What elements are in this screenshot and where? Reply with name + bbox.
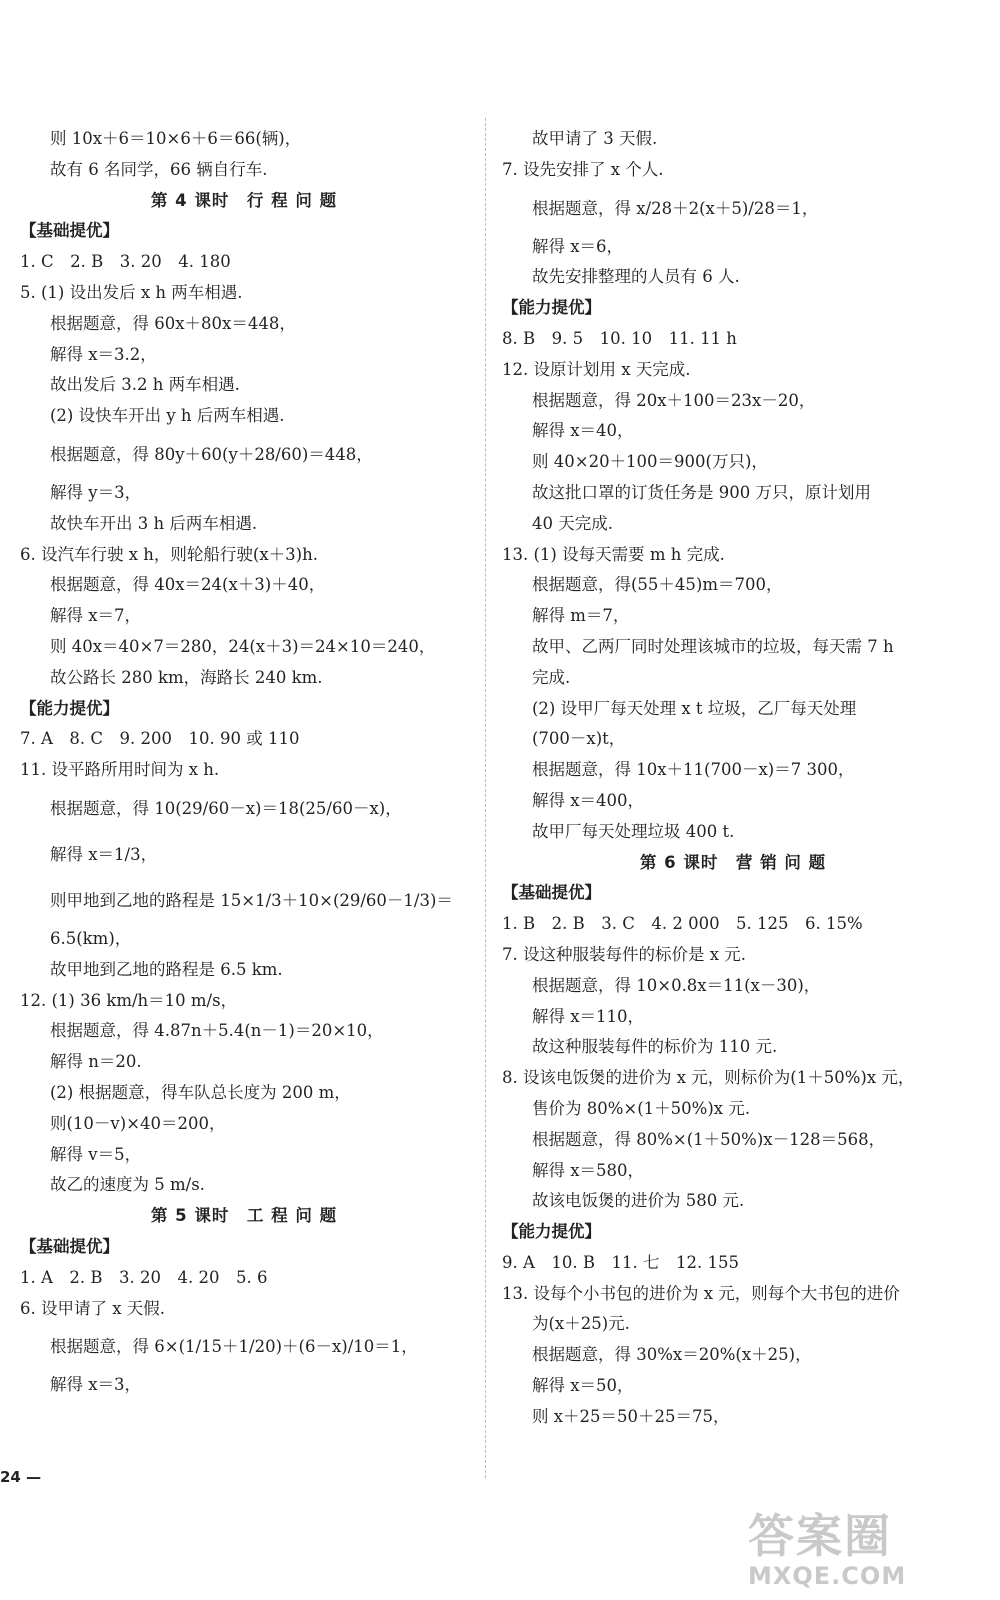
- answer-line: (2) 设甲厂每天处理 x t 垃圾，乙厂每天处理: [532, 698, 857, 718]
- lesson-heading: 第 4 课时 行 程 问 题: [150, 190, 338, 210]
- answer-line: 故甲厂每天处理垃圾 400 t.: [532, 821, 735, 841]
- section-label: 【能力提优】: [502, 298, 601, 318]
- answer-line: 根据题意，得 10×0.8x＝11(x－30)，: [532, 975, 821, 995]
- answer-line: 11. 设平路所用时间为 x h.: [20, 760, 220, 780]
- answer-line: 解得 x＝400，: [532, 790, 645, 810]
- answer-line: 则 40x＝40×7＝280，24(x＋3)＝24×10＝240，: [50, 636, 436, 656]
- answer-line: 1. C 2. B 3. 20 4. 180: [20, 252, 231, 272]
- answer-line: 40 天完成.: [532, 513, 613, 533]
- answer-line: 故甲请了 3 天假.: [532, 129, 658, 148]
- watermark-logo: [748, 1500, 978, 1590]
- answer-line: 故该电饭煲的进价为 580 元.: [532, 1191, 745, 1211]
- answer-line: 则 x＋25＝50＋25＝75，: [532, 1406, 730, 1426]
- answer-line: 解得 x＝110，: [532, 1006, 645, 1026]
- answer-line: 解得 x＝580，: [532, 1160, 645, 1180]
- answer-line: 解得 m＝7，: [532, 606, 630, 626]
- answer-line: 6. 设甲请了 x 天假.: [20, 1298, 166, 1318]
- answer-line: 根据题意，得 10(29/60－x)＝18(25/60－x)，: [50, 798, 402, 818]
- answer-line: 6. 设汽车行驶 x h，则轮船行驶(x＋3)h.: [20, 544, 318, 564]
- answer-line: 解得 v＝5，: [50, 1144, 142, 1164]
- answer-line: 解得 n＝20.: [50, 1052, 142, 1072]
- answer-line: 解得 x＝6，: [532, 236, 624, 256]
- column-divider: [485, 118, 486, 1478]
- answer-line: 则(10－v)×40＝200，: [50, 1113, 226, 1133]
- answer-line: 故公路长 280 km，海路长 240 km.: [50, 667, 323, 687]
- section-label: 【能力提优】: [502, 1222, 601, 1242]
- answer-line: 13. (1) 设每天需要 m h 完成.: [502, 544, 725, 564]
- answer-line: 6.5(km)，: [50, 928, 132, 948]
- answer-line: 故快车开出 3 h 后两车相遇.: [50, 513, 258, 533]
- watermark-glyphs: 答案圈: [748, 1509, 892, 1563]
- page-number: 24 —: [0, 1468, 42, 1486]
- answer-line: 故有 6 名同学，66 辆自行车.: [50, 159, 268, 179]
- answer-line: 1. B 2. B 3. C 4. 2 000 5. 125 6. 15%: [502, 914, 863, 934]
- answer-line: 7. 设先安排了 x 个人.: [502, 159, 664, 179]
- answer-line: 根据题意，得 10x＋11(700－x)＝7 300，: [532, 760, 855, 780]
- answer-line: 完成.: [532, 667, 571, 687]
- answer-line: 8. 设该电饭煲的进价为 x 元，则标价为(1＋50%)x 元，: [502, 1068, 915, 1088]
- left-column: [20, 124, 468, 1401]
- answer-line: 根据题意，得(55＋45)m＝700，: [532, 575, 783, 595]
- answer-line: 5. (1) 设出发后 x h 两车相遇.: [20, 282, 243, 302]
- answer-line: 故甲、乙两厂同时处理该城市的垃圾，每天需 7 h: [532, 636, 894, 656]
- answer-line: 故甲地到乙地的路程是 6.5 km.: [50, 959, 283, 979]
- answer-line: 根据题意，得 4.87n＋5.4(n－1)＝20×10，: [50, 1021, 384, 1041]
- answer-line: 解得 x＝40，: [532, 421, 634, 441]
- section-label: 【基础提优】: [502, 883, 601, 903]
- answer-line: 则 10x＋6＝10×6＋6＝66(辆)，: [50, 129, 302, 148]
- answer-line: 1. A 2. B 3. 20 4. 20 5. 6: [20, 1267, 268, 1287]
- lesson-heading: 第 5 课时 工 程 问 题: [150, 1206, 338, 1226]
- answer-line: (2) 设快车开出 y h 后两车相遇.: [50, 406, 285, 426]
- answer-line: (700－x)t，: [532, 729, 626, 749]
- watermark-url: MXQE.COM: [748, 1562, 907, 1590]
- answer-line: 解得 x＝3.2，: [50, 344, 157, 364]
- answer-line: 故这种服装每件的标价为 110 元.: [532, 1037, 778, 1057]
- answer-line: 根据题意，得 80%×(1＋50%)x－128＝568，: [532, 1129, 886, 1149]
- answer-line: 12. 设原计划用 x 天完成.: [502, 359, 691, 379]
- answer-line: 解得 y＝3，: [50, 482, 142, 502]
- right-column: [502, 124, 964, 1433]
- section-label: 【基础提优】: [20, 1236, 119, 1256]
- section-label: 【基础提优】: [20, 221, 119, 241]
- answer-line: 解得 x＝1/3，: [50, 844, 158, 864]
- lesson-heading: 第 6 课时 营 销 问 题: [639, 852, 827, 872]
- answer-line: 根据题意，得 20x＋100＝23x－20，: [532, 390, 816, 410]
- answer-line: 则甲地到乙地的路程是 15×1/3＋10×(29/60－1/3)＝: [50, 890, 453, 910]
- answer-line: 故先安排整理的人员有 6 人.: [532, 267, 740, 287]
- answer-line: 为(x＋25)元.: [532, 1314, 630, 1334]
- answer-line: 解得 x＝3，: [50, 1375, 142, 1395]
- answer-line: 13. 设每个小书包的进价为 x 元，则每个大书包的进价: [502, 1283, 900, 1303]
- answer-line: 故乙的速度为 5 m/s.: [50, 1175, 205, 1195]
- answer-line: 根据题意，得 40x＝24(x＋3)＋40，: [50, 575, 326, 595]
- answer-line: 故这批口罩的订货任务是 900 万只，原计划用: [532, 482, 871, 502]
- answer-line: 根据题意，得 60x＋80x＝448，: [50, 313, 296, 333]
- answer-line: 9. A 10. B 11. 七 12. 155: [502, 1252, 739, 1272]
- answer-line: 8. B 9. 5 10. 10 11. 11 h: [502, 328, 737, 348]
- answer-line: 根据题意，得 80y＋60(y＋28/60)＝448，: [50, 444, 373, 464]
- answer-line: 解得 x＝7，: [50, 606, 142, 626]
- answer-line: (2) 根据题意，得车队总长度为 200 m，: [50, 1082, 351, 1102]
- answer-line: 12. (1) 36 km/h＝10 m/s，: [20, 990, 238, 1010]
- section-label: 【能力提优】: [20, 698, 119, 718]
- answer-line: 根据题意，得 30%x＝20%(x＋25)，: [532, 1345, 812, 1365]
- answer-line: 售价为 80%×(1＋50%)x 元.: [532, 1098, 751, 1118]
- answer-line: 故出发后 3.2 h 两车相遇.: [50, 375, 240, 395]
- answer-line: 则 40×20＋100＝900(万只)，: [532, 452, 768, 472]
- answer-line: 解得 x＝50，: [532, 1376, 634, 1396]
- answer-line: 7. 设这种服装每件的标价是 x 元.: [502, 944, 747, 964]
- answer-line: 根据题意，得 x/28＋2(x＋5)/28＝1，: [532, 198, 819, 218]
- answer-line: 7. A 8. C 9. 200 10. 90 或 110: [20, 729, 300, 749]
- answer-line: 根据题意，得 6×(1/15＋1/20)＋(6－x)/10＝1，: [50, 1337, 418, 1357]
